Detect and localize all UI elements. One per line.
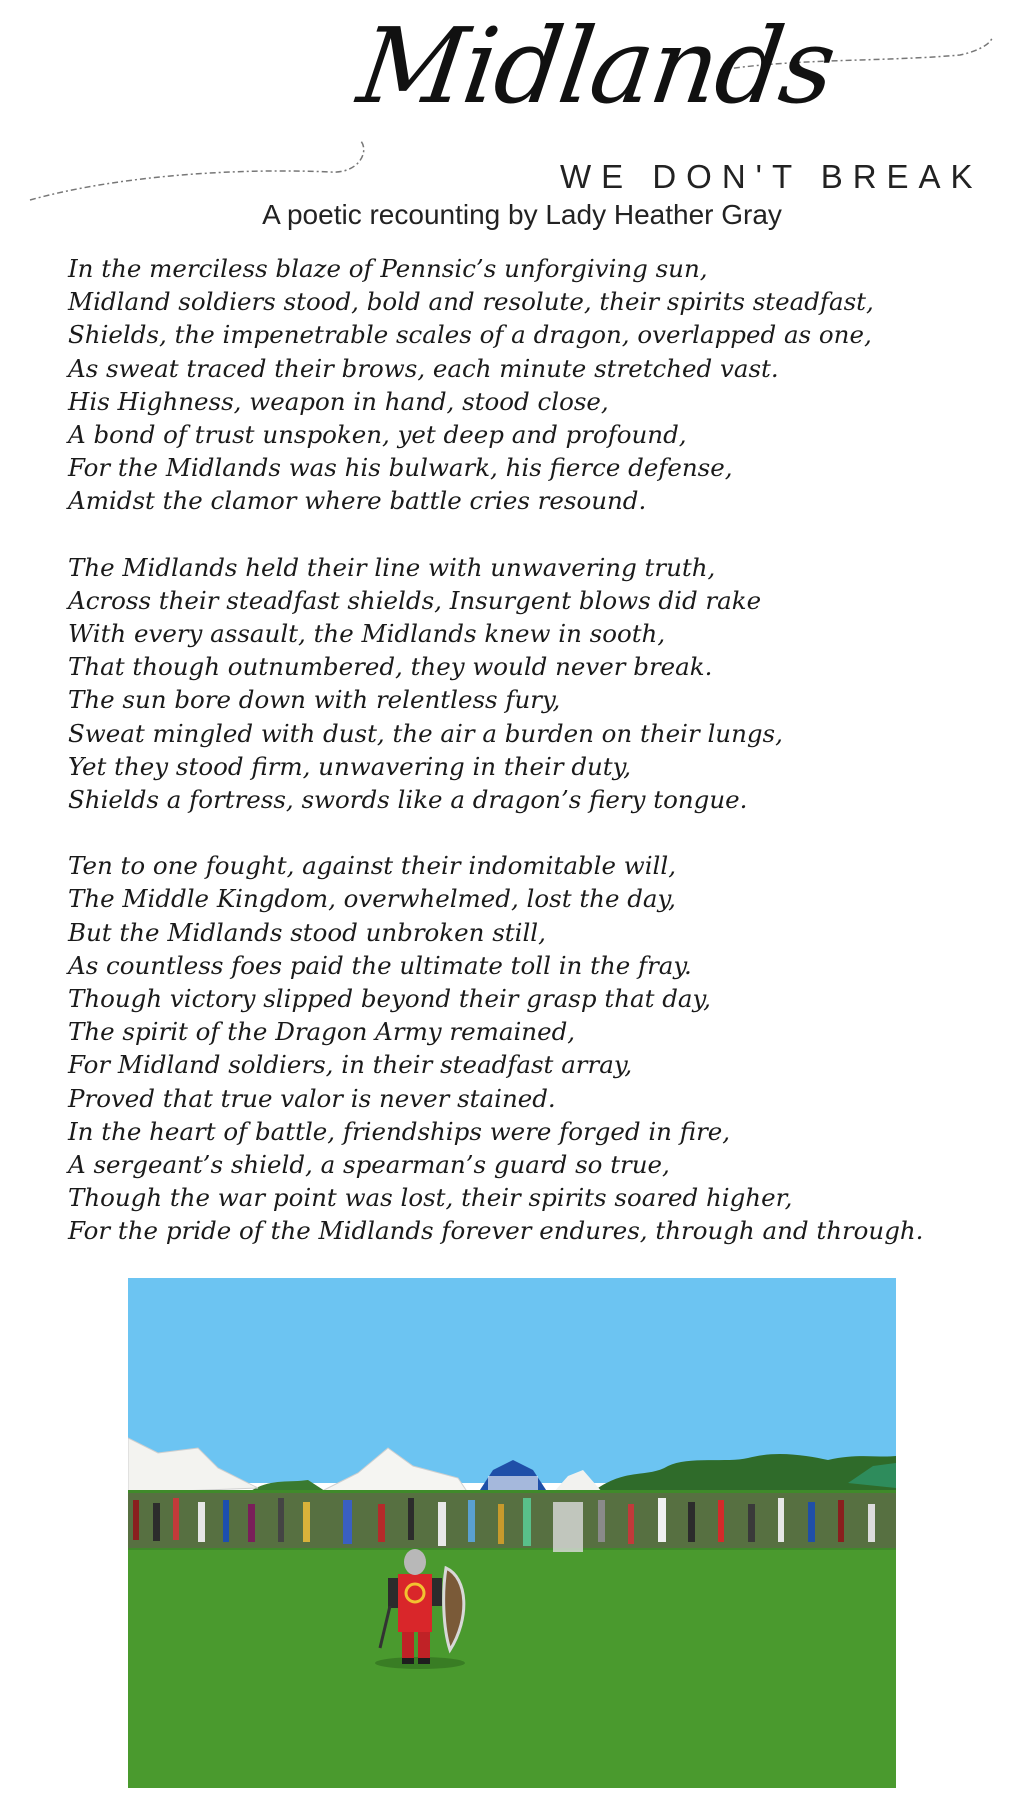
poem-line: But the Midlands stood unbroken still, <box>68 917 546 947</box>
byline: A poetic recounting by Lady Heather Gray <box>262 199 782 230</box>
poem-line: Though the war point was lost, their spirits soared higher, <box>68 1183 793 1213</box>
sky <box>128 1278 896 1483</box>
poem-line: Proved that true valor is never stained. <box>68 1083 556 1113</box>
poem-line: In the merciless blaze of Pennsic’s unforgiving sun, <box>68 254 708 283</box>
poem-line: As sweat traced their brows, each minute stretched vast. <box>68 353 779 383</box>
poem <box>68 252 1008 1281</box>
stanza-3 <box>68 849 1008 1247</box>
stanza-1 <box>68 252 1008 518</box>
poem-line: For the pride of the Midlands forever endures, through and through. <box>68 1216 924 1246</box>
poem-line: A sergeant’s shield, a spearman’s guard so true, <box>68 1150 670 1180</box>
poem-line: A bond of trust unspoken, yet deep and profound, <box>68 420 687 450</box>
title-script: Midlands <box>351 5 842 127</box>
poem-line: For the Midlands was his bulwark, his fierce defense, <box>68 453 733 483</box>
poem-line: Shields, the impenetrable scales of a dragon, overlapped as one, <box>68 320 872 350</box>
poster-header <box>0 0 1024 240</box>
poem-line: Sweat mingled with dust, the air a burden on their lungs, <box>68 718 783 748</box>
poem-line: The Middle Kingdom, overwhelmed, lost the day, <box>68 884 676 914</box>
poem-line: In the heart of battle, friendships were forged in fire, <box>68 1116 731 1146</box>
poem-line: His Highness, weapon in hand, stood close, <box>68 386 609 416</box>
poem-line: Yet they stood firm, unwavering in their duty, <box>68 751 631 781</box>
stanza-2 <box>68 551 1008 817</box>
poem-line: The sun bore down with relentless fury, <box>68 685 561 715</box>
poem-line: Shields a fortress, swords like a dragon’s fiery tongue. <box>68 785 748 815</box>
poem-line: Amidst the clamor where battle cries resound. <box>68 486 647 516</box>
tagline: WE DON'T BREAK <box>560 158 983 195</box>
battlefield-illustration <box>128 1278 896 1788</box>
poem-line: Though victory slipped beyond their grasp that day, <box>68 984 711 1014</box>
battlefield-photo <box>128 1278 896 1788</box>
poem-line: With every assault, the Midlands knew in sooth, <box>68 619 666 649</box>
poem-line: Across their steadfast shields, Insurgent blows did rake <box>68 585 762 615</box>
poem-line: Ten to one fought, against their indomitable will, <box>68 851 677 881</box>
crowd <box>128 1493 896 1552</box>
poem-line: Midland soldiers stood, bold and resolute, their spirits steadfast, <box>68 287 874 317</box>
poem-line: The spirit of the Dragon Army remained, <box>68 1017 576 1047</box>
poem-line: For Midland soldiers, in their steadfast array, <box>68 1050 633 1080</box>
poem-line: That though outnumbered, they would never break. <box>68 652 713 682</box>
poem-line: As countless foes paid the ultimate toll in the fray. <box>68 950 692 980</box>
poem-line: The Midlands held their line with unwavering truth, <box>68 552 716 582</box>
